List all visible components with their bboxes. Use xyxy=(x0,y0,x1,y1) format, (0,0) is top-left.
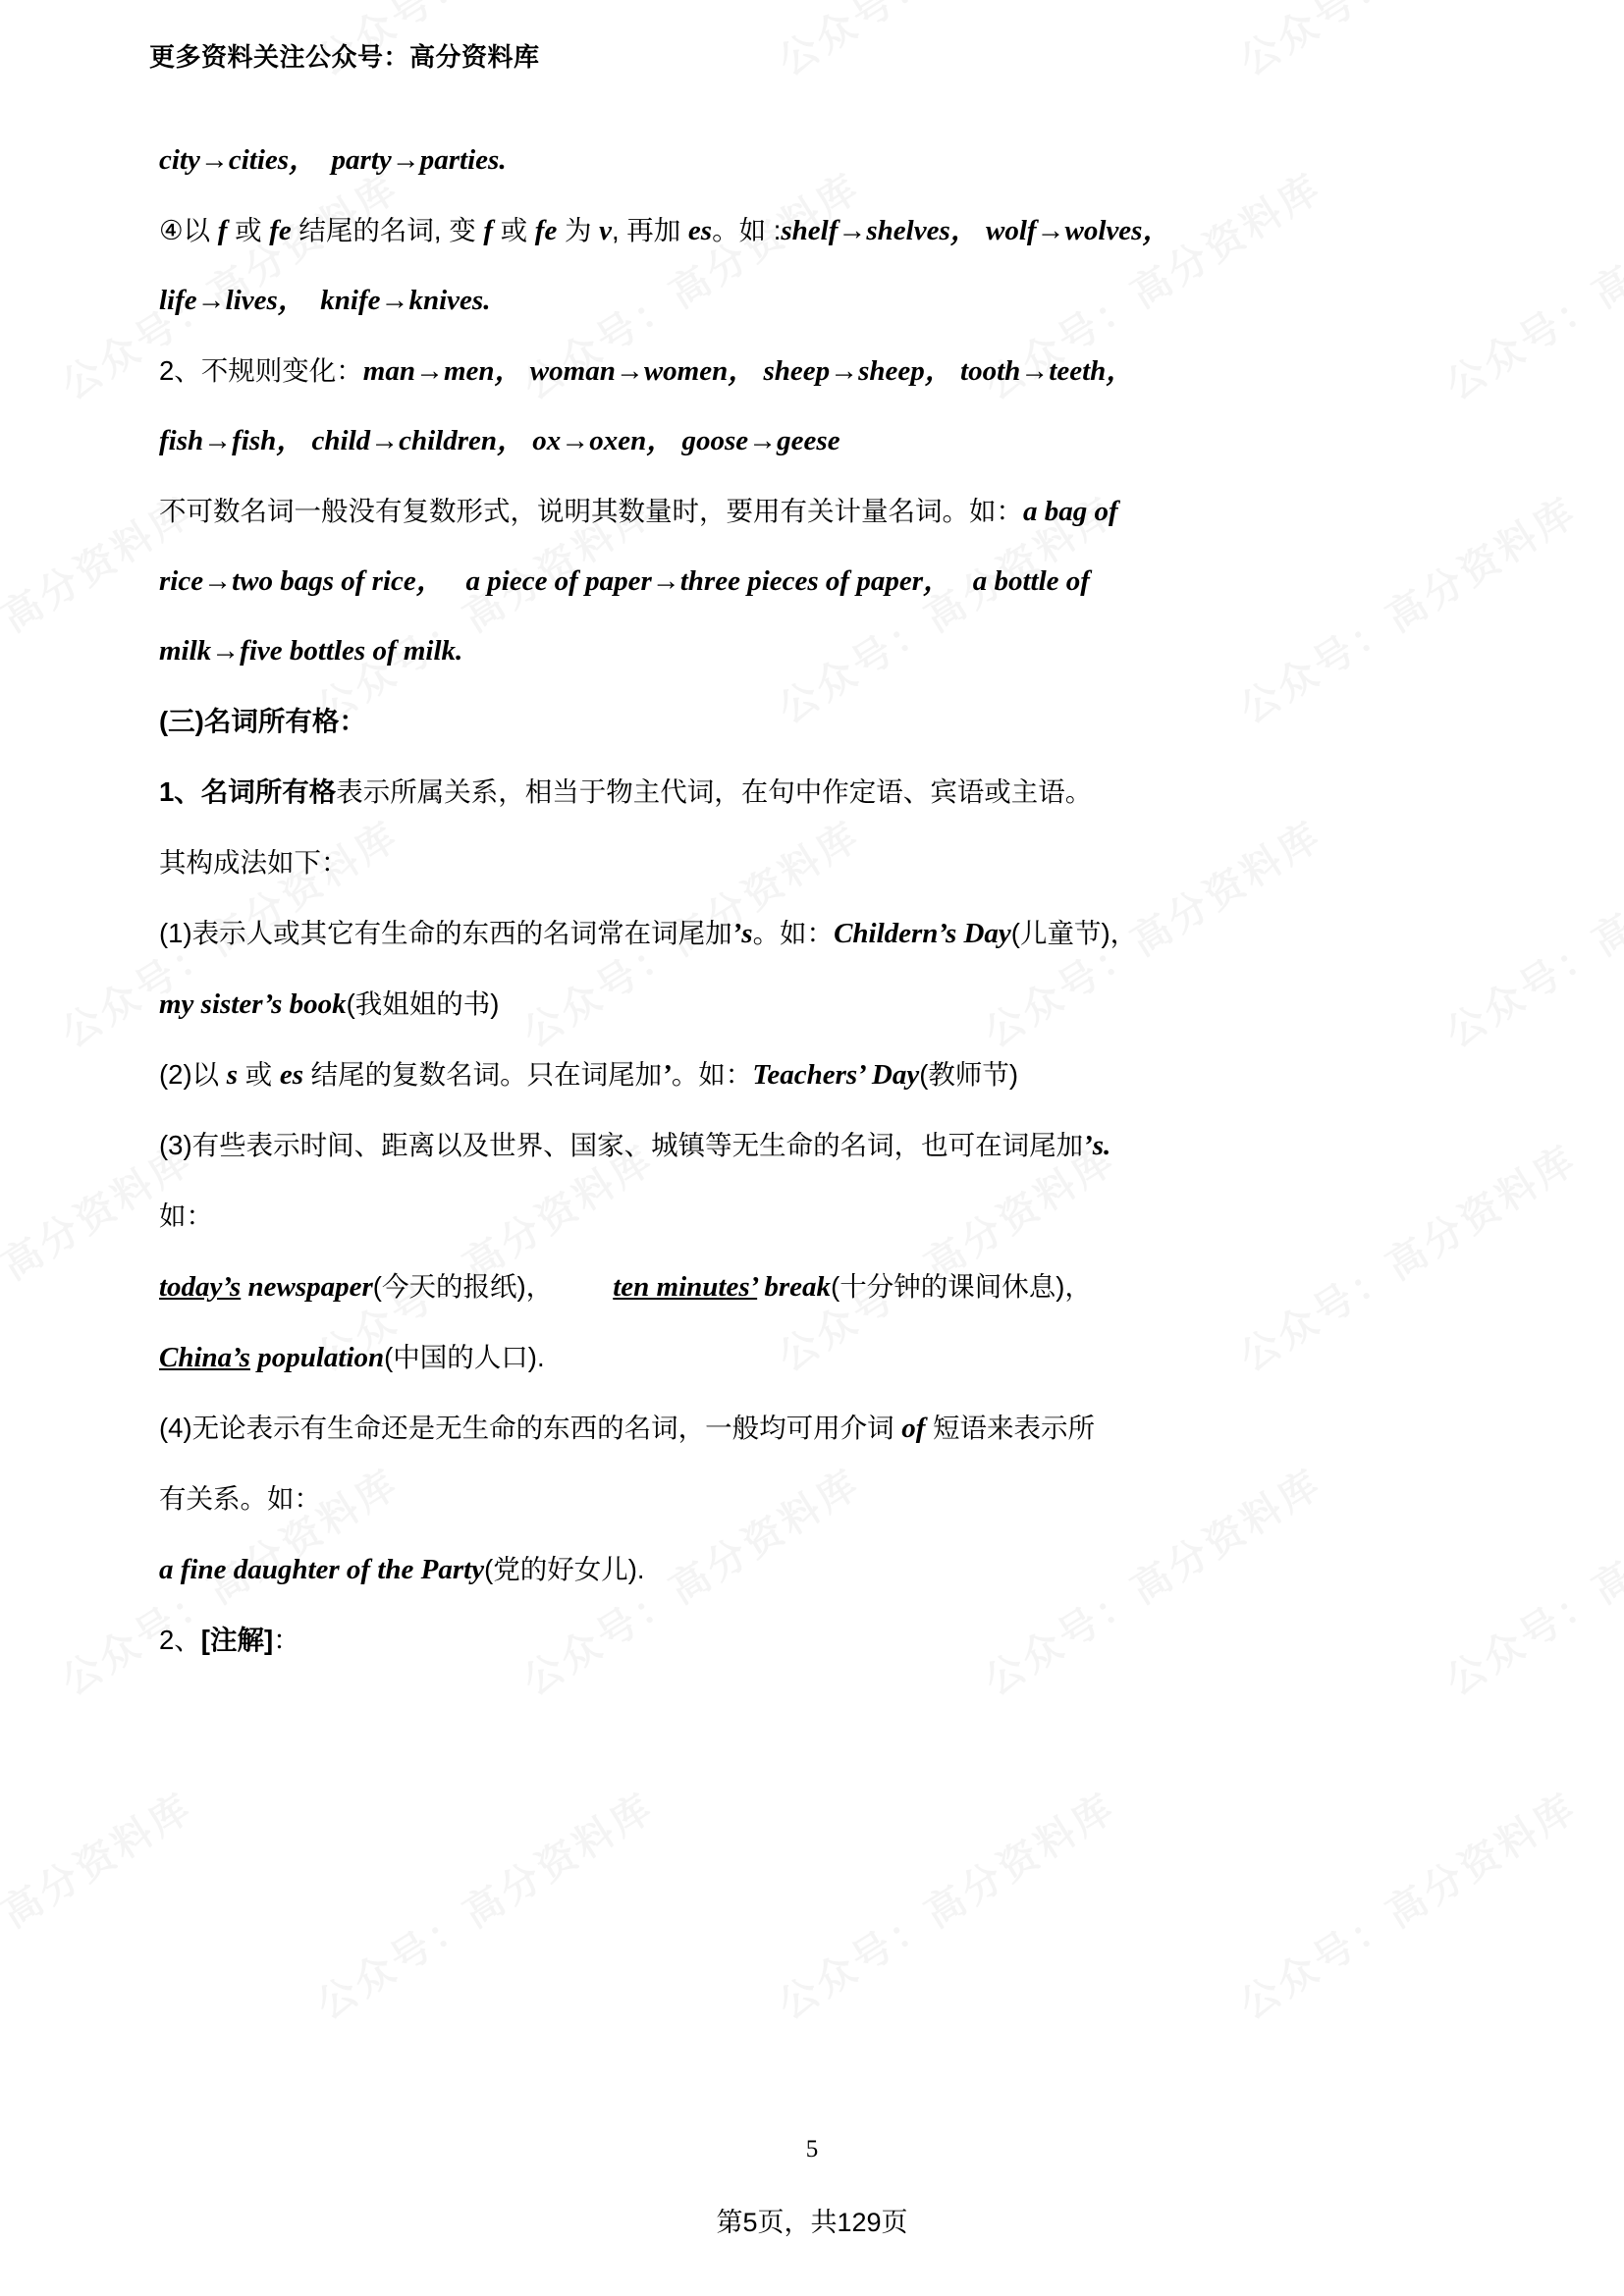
text-line xyxy=(159,195,1465,266)
text-run: f xyxy=(483,215,494,246)
text-line xyxy=(159,757,1465,828)
text-run: my sister’s book xyxy=(159,988,347,1020)
text-run: ’s xyxy=(731,918,753,949)
text-run: (教师节) xyxy=(919,1059,1019,1090)
text-line xyxy=(159,126,1465,195)
text-line xyxy=(159,1464,1465,1534)
text-run: 或 xyxy=(227,215,270,245)
text-run: 如： xyxy=(159,1201,213,1231)
text-run: fe xyxy=(269,215,292,246)
text-run: a fine daughter of the Party xyxy=(159,1554,485,1585)
text-run: Childern’s Day xyxy=(834,918,1011,949)
text-line xyxy=(159,547,1465,616)
text-line xyxy=(159,1181,1465,1252)
document-body xyxy=(159,126,1465,1676)
text-line xyxy=(159,1605,1465,1676)
text-run: shelf→shelves， wolf→wolves， xyxy=(781,215,1171,246)
text-run: population xyxy=(249,1342,385,1373)
text-run: 1、名词所有格 xyxy=(159,776,337,807)
text-run: fish→fish， child→children， ox→oxen， goose→geese xyxy=(159,425,840,456)
text-run: (1)表示人或其它有生命的东西的名词常在词尾加 xyxy=(159,918,732,948)
text-run: man→men， woman→women， sheep→sheep， tooth→teeth， xyxy=(362,355,1135,387)
text-run: 有关系。如： xyxy=(159,1483,321,1514)
text-run: 2、 xyxy=(159,1625,201,1655)
text-run: 短语来表示所 xyxy=(925,1413,1096,1443)
text-run: 为 xyxy=(557,215,600,245)
text-run: (3)有些表示时间、距离以及世界、国家、城镇等无生命的名词，也可在词尾加 xyxy=(159,1130,1084,1160)
text-run: 不可数名词一般没有复数形式，说明其数量时，要用有关计量名词。如： xyxy=(159,496,1023,526)
text-run: s xyxy=(226,1059,239,1091)
text-run: fe xyxy=(534,215,558,246)
text-line xyxy=(159,898,1465,969)
text-line xyxy=(159,828,1465,898)
text-run: (我姐姐的书) xyxy=(346,988,500,1019)
text-run: ’ xyxy=(662,1059,672,1091)
text-run: milk→five bottles of milk. xyxy=(159,635,463,667)
text-run: of xyxy=(901,1413,926,1444)
text-line xyxy=(159,476,1465,547)
text-run: (中国的人口). xyxy=(384,1342,545,1372)
text-line xyxy=(159,616,1465,686)
text-line xyxy=(159,1322,1465,1393)
text-run: (儿童节)， xyxy=(1010,918,1138,948)
text-run: (三)名词所有格： xyxy=(159,706,366,736)
text-run: 。如： xyxy=(671,1059,753,1090)
text-run: , 再加 xyxy=(611,215,688,245)
text-line xyxy=(159,686,1465,757)
text-run: city→cities， party→parties. xyxy=(159,144,507,176)
text-run: v xyxy=(599,215,612,246)
text-run: 。如： xyxy=(752,918,835,948)
text-line xyxy=(159,1252,1465,1322)
text-line xyxy=(159,1393,1465,1464)
text-run xyxy=(553,1271,613,1302)
text-run: break xyxy=(757,1271,832,1303)
page-number: 5 xyxy=(805,2136,819,2163)
text-line xyxy=(159,336,1465,406)
text-line xyxy=(159,1534,1465,1605)
text-run: 其构成法如下： xyxy=(159,847,349,878)
text-run: ’s. xyxy=(1083,1130,1111,1161)
text-run: Teachers’ Day xyxy=(752,1059,920,1091)
text-run: today’s xyxy=(159,1271,242,1303)
text-line xyxy=(159,406,1465,476)
text-run: (党的好女儿). xyxy=(484,1554,645,1584)
text-line xyxy=(159,969,1465,1040)
text-run: 或 xyxy=(493,215,535,245)
text-run: China’s xyxy=(159,1342,250,1373)
page-of-total-label: 第5页，共129页 xyxy=(716,2208,908,2237)
text-run: life→lives， knife→knives. xyxy=(159,285,491,316)
text-run: newspaper xyxy=(241,1271,373,1303)
document-header-promo: 更多资料关注公众号：高分资料库 xyxy=(149,42,540,72)
text-run: 或 xyxy=(238,1059,280,1090)
text-run: ： xyxy=(273,1625,300,1655)
text-run: ④以 xyxy=(159,215,218,245)
text-run: (4)无论表示有生命还是无生命的东西的名词，一般均可用介词 xyxy=(159,1413,902,1443)
text-line xyxy=(159,1110,1465,1181)
text-run: es xyxy=(687,215,713,246)
text-run: (今天的报纸)， xyxy=(372,1271,554,1302)
text-line xyxy=(159,266,1465,336)
text-run: 2、不规则变化： xyxy=(159,355,363,386)
text-run: [注解] xyxy=(200,1625,274,1655)
text-run: 结尾的名词, 变 xyxy=(291,215,484,245)
text-run: 。如 : xyxy=(712,215,782,245)
text-run: rice→two bags of rice， a piece of paper→three pieces of paper， a bottle of xyxy=(159,565,1090,597)
text-run: (十分钟的课间休息)， xyxy=(831,1271,1092,1302)
text-run: (2)以 xyxy=(159,1059,227,1090)
text-run: 结尾的复数名词。只在词尾加 xyxy=(303,1059,663,1090)
text-run: ten minutes’ xyxy=(613,1271,758,1303)
text-run: f xyxy=(217,215,228,246)
text-run: 表示所属关系，相当于物主代词，在句中作定语、宾语或主语。 xyxy=(336,776,1093,807)
text-run: es xyxy=(279,1059,303,1091)
text-line xyxy=(159,1040,1465,1110)
text-run: a bag of xyxy=(1023,496,1118,527)
